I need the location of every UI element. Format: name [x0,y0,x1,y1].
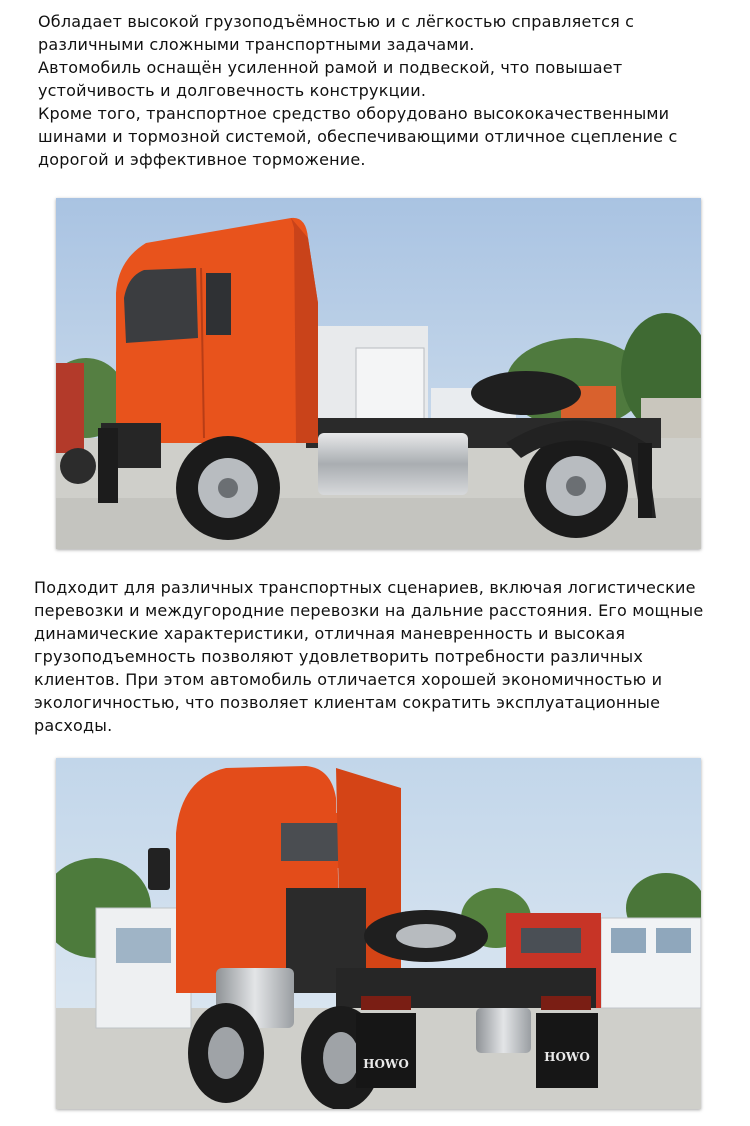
intro-text [38,10,728,171]
truck-side-illustration [56,198,701,549]
intro-paragraph-1: Обладает высокой грузоподъёмностью и с лёгкостью справляется с различными сложными транспортными задачами. [38,12,635,54]
truck-side-photo [56,198,701,549]
intro-paragraph-2: Автомобиль оснащён усиленной рамой и подвеской, что повышает устойчивость и долговечность конструкции. [38,58,623,100]
mudflap-left-logo: HOWO [363,1057,409,1071]
description-paragraph: Подходит для различных транспортных сценариев, включая логистические перевозки и междугородние перевозки на дальние расстояния. Его мощные динамические характеристики, отличная маневренность и высокая грузоподъемность позволяют удовлетворить потребности различных клиентов. При этом автомобиль отличается хорошей экономичностью и экологичностью, что позволяет клиентам сократить эксплуатационные расходы. [34,578,704,735]
mudflap-right-logo: HOWO [544,1050,590,1064]
description-text [34,576,724,737]
intro-paragraph-3: Кроме того, транспортное средство оборудовано высококачественными шинами и тормозной системой, обеспечивающими отличное сцепление с дорогой и эффективное торможение. [38,104,678,169]
truck-rear-illustration [56,758,701,1109]
truck-rear-photo [56,758,701,1109]
